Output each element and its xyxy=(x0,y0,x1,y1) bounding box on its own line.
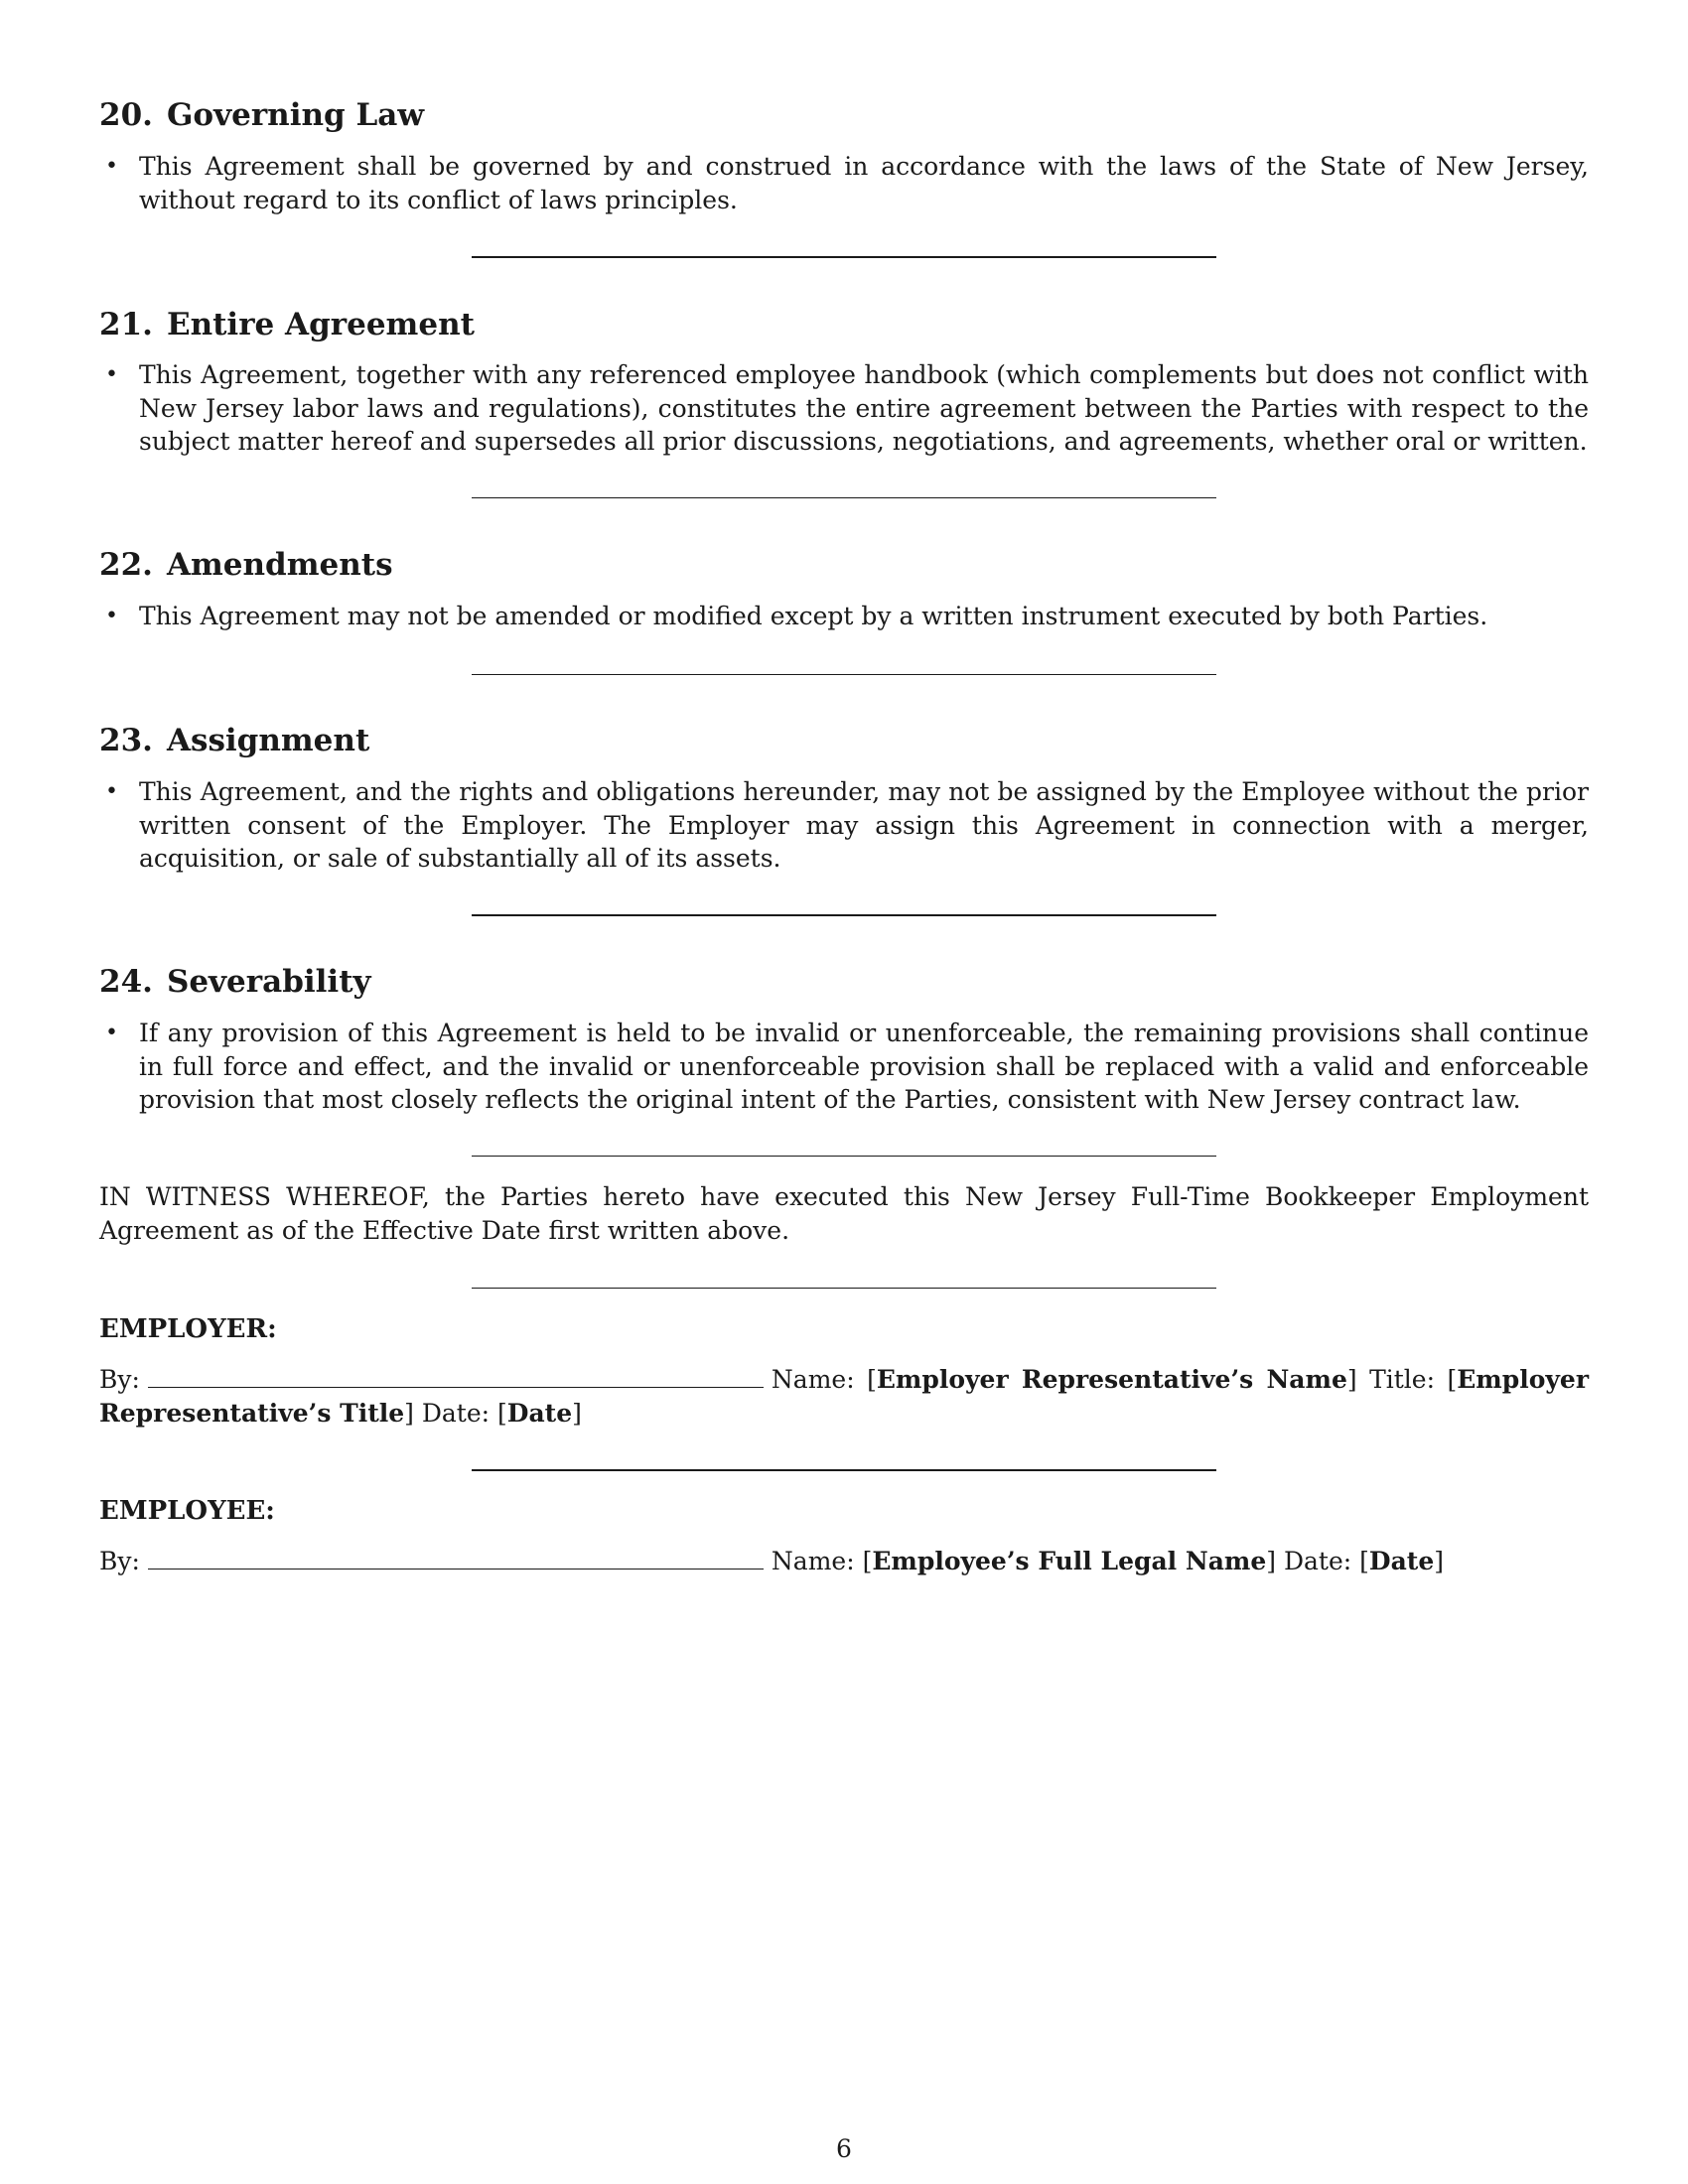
employer-signature-line[interactable] xyxy=(148,1363,764,1388)
section-divider xyxy=(472,256,1216,258)
section-23-heading xyxy=(99,721,369,760)
section-divider xyxy=(472,914,1216,916)
section-title: Assignment xyxy=(166,723,370,758)
employee-name-value: Employee’s Full Legal Name xyxy=(872,1547,1267,1575)
section-title: Entire Agreement xyxy=(166,307,475,342)
section-divider xyxy=(472,674,1216,675)
employer-heading: EMPLOYER: xyxy=(99,1314,277,1344)
employer-name-value: Employer Representative’s Name xyxy=(876,1365,1347,1394)
date-label: Date: xyxy=(421,1398,491,1428)
section-23-text: • This Agreement, and the rights and obligations hereunder, may not be assigned by the Employee without the prior written consent of the Employer. The Employer may assign this Agreement in connection with a merger, acquisition, or sale of substantially all of its assets. xyxy=(139,775,1589,876)
witness-paragraph: IN WITNESS WHEREOF, the Parties hereto have executed this New Jersey Full-Time Bookkeeper Employment Agreement as of the Effective Date first written above. xyxy=(99,1182,1589,1245)
section-20-heading xyxy=(99,95,424,135)
employer-title-value: Employer Representative’s Title xyxy=(99,1365,1590,1428)
section-title: Governing Law xyxy=(166,97,425,133)
date-label: Date: xyxy=(1283,1547,1352,1575)
section-22-text: • This Agreement may not be amended or modified except by a written instrument executed by both Parties. xyxy=(139,600,1589,633)
section-number: 21. xyxy=(99,307,153,342)
name-label: Name: xyxy=(771,1547,855,1575)
section-title: Amendments xyxy=(166,547,393,583)
section-number: 24. xyxy=(99,964,153,1000)
page-number: 6 xyxy=(836,2134,852,2163)
section-number: 20. xyxy=(99,97,153,133)
section-divider xyxy=(472,497,1216,498)
employee-date-value: Date xyxy=(1368,1547,1435,1575)
section-title: Severability xyxy=(166,964,371,1000)
employee-signature-block: By: Name: [Employee’s Full Legal Name] Date: [Date] xyxy=(99,1547,1445,1575)
section-22-heading xyxy=(99,545,393,585)
title-label: Title: xyxy=(1369,1365,1436,1394)
employer-date-value: Date xyxy=(506,1398,573,1428)
section-21-heading xyxy=(99,305,475,344)
employee-heading: EMPLOYEE: xyxy=(99,1496,275,1526)
section-divider xyxy=(472,1288,1216,1289)
name-label: Name: xyxy=(771,1365,855,1394)
section-divider xyxy=(472,1469,1216,1471)
section-24-heading xyxy=(99,962,371,1002)
employer-signature-block: By: Name: [Employer Representative’s Name] Title: [Employer Representative’s Title] Date: [Date] xyxy=(99,1365,1590,1428)
section-number: 22. xyxy=(99,547,153,583)
section-24-text: • If any provision of this Agreement is held to be invalid or unenforceable, the remaining provisions shall continue in full force and effect, and the invalid or unenforceable provision shall be replaced with a valid and enforceable provision that most closely reflects the original intent of the Parties, consistent with New Jersey contract law. xyxy=(139,1017,1589,1117)
by-label: By: xyxy=(99,1365,140,1394)
by-label: By: xyxy=(99,1547,140,1575)
section-20-text: • This Agreement shall be governed by and construed in accordance with the laws of the State of New Jersey, without regard to its conflict of laws principles. xyxy=(139,150,1589,216)
employee-signature-line[interactable] xyxy=(148,1545,764,1570)
section-divider xyxy=(472,1156,1216,1157)
section-number: 23. xyxy=(99,723,153,758)
section-21-text: • This Agreement, together with any referenced employee handbook (which complements but does not conflict with New Jersey labor laws and regulations), constitutes the entire agreement between the Parties with respect to the subject matter hereof and supersedes all prior discussions, negotiations, and agreements, whether oral or written. xyxy=(139,358,1589,459)
